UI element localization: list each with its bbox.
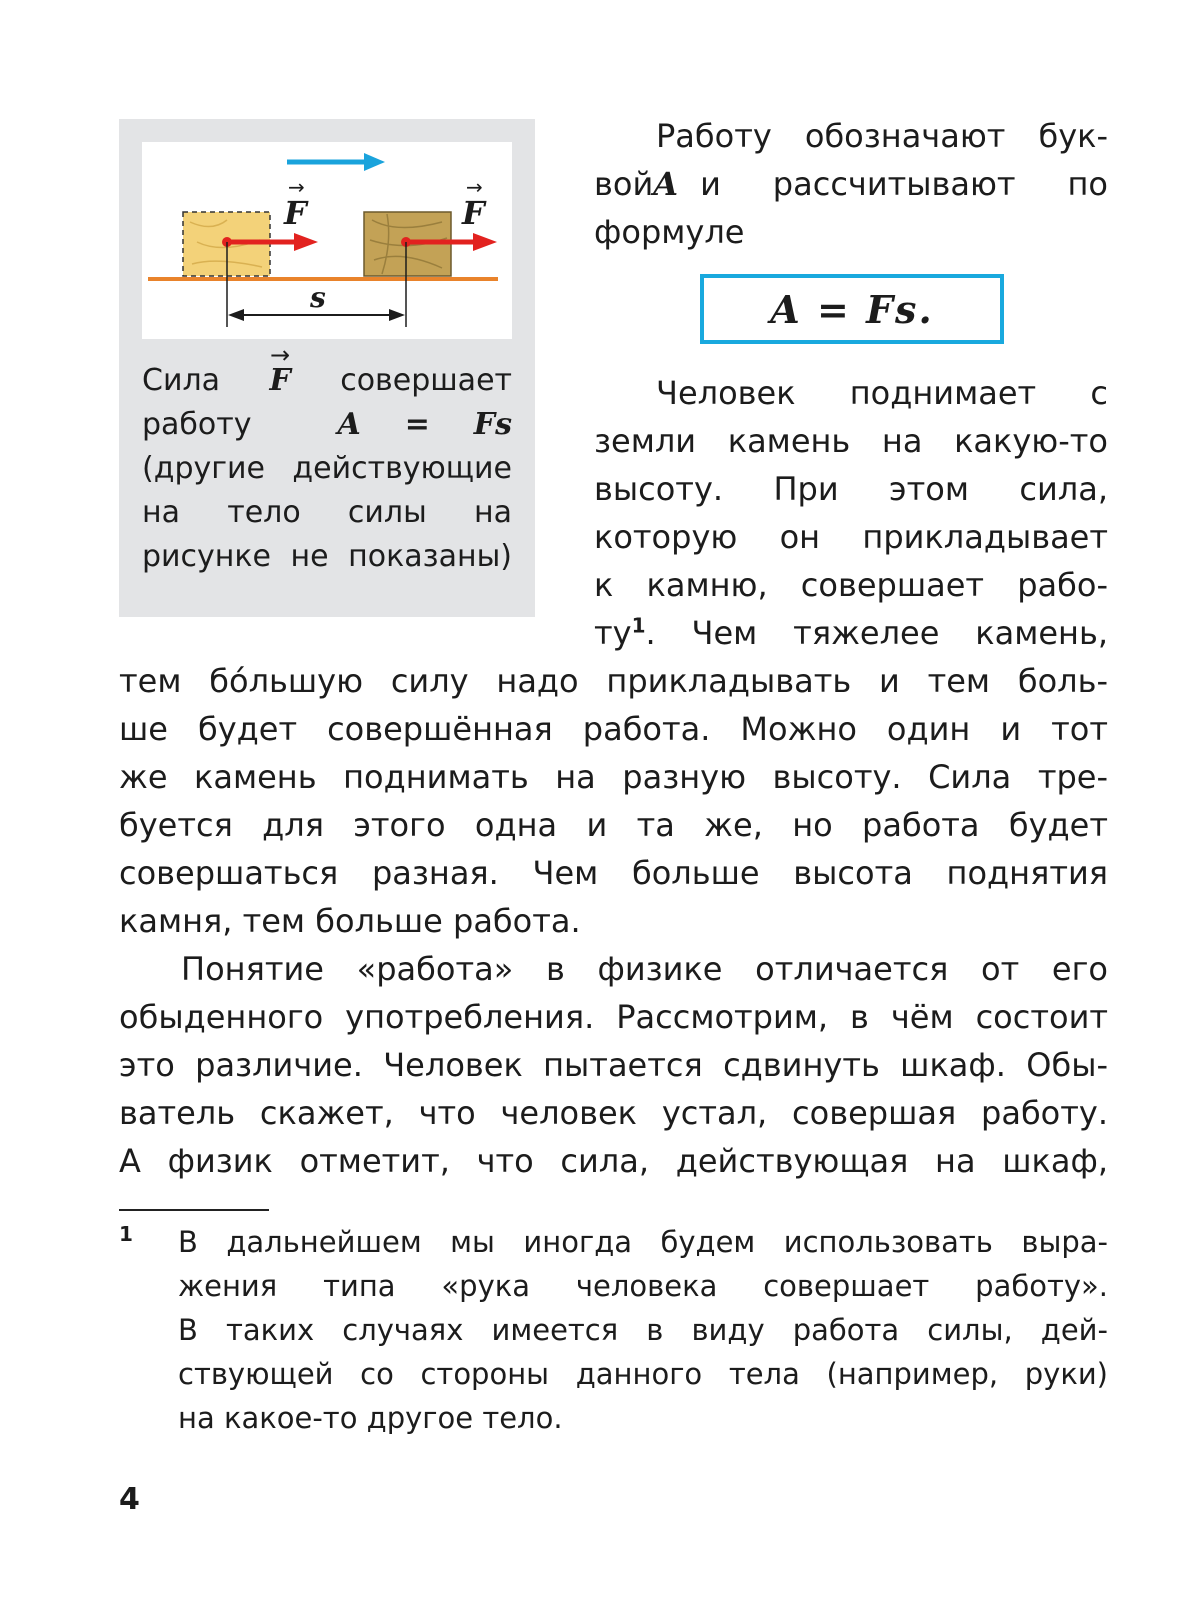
footnote-line-1: В дальнейшем мы иногда будем использовать выра- bbox=[178, 1225, 1108, 1259]
footnote-line-5: на какое-то другое тело. bbox=[178, 1401, 563, 1435]
figure-caption bbox=[142, 359, 512, 579]
footnote-mark: 1 bbox=[119, 1222, 133, 1246]
stone-line-7: тем бóльшую силу надо прикладывать и тем боль- bbox=[119, 662, 1108, 700]
vector-arrow-icon: → bbox=[288, 175, 305, 199]
caption-force-symbol: → F bbox=[269, 359, 290, 403]
stone-line-12: камня, тем больше работа. bbox=[119, 902, 581, 940]
vector-arrow-icon: → bbox=[466, 175, 483, 199]
stone-line-6: $ту^1$. Чем тяжелее камень, bbox=[594, 613, 1108, 652]
stone-line-1: Человек поднимает с bbox=[656, 374, 1108, 412]
work-diagram bbox=[142, 142, 512, 339]
caption-line-2: работу A = Fs bbox=[142, 407, 512, 442]
stone-line-4: которую он прикладывает bbox=[594, 518, 1108, 556]
displacement-arrowhead-left bbox=[228, 309, 244, 321]
caption-formula: A = Fs bbox=[337, 407, 512, 442]
stone-line-2: земли камень на какую-то bbox=[594, 422, 1108, 460]
stone-line-3: высоту. При этом сила, bbox=[594, 470, 1108, 508]
stone-paragraph-right bbox=[594, 369, 1108, 657]
concept-line-3: это различие. Человек пытается сдвинуть шкаф. Обы- bbox=[119, 1046, 1108, 1084]
stone-line-5: к камню, совершает рабо- bbox=[594, 566, 1108, 604]
concept-line-1: Понятие «работа» в физике отличается от его bbox=[181, 950, 1108, 988]
intro-line-3: формуле bbox=[594, 213, 745, 251]
concept-line-4: ватель скажет, что человек устал, совершая работу. bbox=[119, 1094, 1108, 1132]
footnote-line-3: В таких случаях имеется в виду работа силы, дей- bbox=[178, 1313, 1108, 1347]
concept-line-2: обыденного употребления. Рассмотрим, в чём состоит bbox=[119, 998, 1108, 1036]
displacement-arrowhead-right bbox=[389, 309, 405, 321]
footnote-rule bbox=[119, 1209, 269, 1211]
force-arrowhead-initial bbox=[294, 233, 318, 251]
stone-line-9: же камень поднимать на разную высоту. Сила тре- bbox=[119, 758, 1108, 796]
formula-box: A = Fs. bbox=[700, 274, 1004, 344]
page-number: 4 bbox=[119, 1482, 140, 1517]
work-symbol: A bbox=[653, 165, 679, 203]
footnote-line-2: жения типа «рука человека совершает работу». bbox=[178, 1269, 1108, 1303]
diagram-svg bbox=[142, 142, 512, 339]
force-label-final: F bbox=[462, 194, 485, 232]
intro-line-1: Работу обозначают бук- bbox=[656, 117, 1108, 155]
stone-line-8: ше будет совершённая работа. Можно один и тот bbox=[119, 710, 1108, 748]
concept-line-5: А физик отметит, что сила, действующая на шкаф, bbox=[119, 1142, 1108, 1180]
concept-paragraph bbox=[119, 945, 1108, 1185]
caption-line-5: рисунке не показаны) bbox=[142, 539, 512, 574]
footnote-line-4: ствующей со стороны данного тела (например, руки) bbox=[178, 1357, 1108, 1391]
caption-line-1: Сила → F совершает bbox=[142, 359, 512, 403]
caption-line-4: на тело силы на bbox=[142, 495, 512, 530]
figure-box bbox=[119, 119, 535, 617]
intro-line-2: вой A и рассчитывают по bbox=[594, 160, 1108, 208]
stone-line-10: буется для этого одна и та же, но работа будет bbox=[119, 806, 1108, 844]
caption-line-3: (другие действующие bbox=[142, 451, 512, 486]
footnote bbox=[178, 1220, 1108, 1440]
stone-paragraph-full bbox=[119, 657, 1108, 945]
force-arrowhead-final bbox=[473, 233, 497, 251]
footnote-ref: 1 bbox=[631, 613, 646, 638]
stone-line-11: совершаться разная. Чем больше высота поднятия bbox=[119, 854, 1108, 892]
motion-direction-arrowhead bbox=[364, 153, 385, 171]
force-label-initial: F bbox=[284, 194, 307, 232]
intro-paragraph bbox=[594, 112, 1108, 256]
displacement-label: s bbox=[310, 281, 326, 314]
